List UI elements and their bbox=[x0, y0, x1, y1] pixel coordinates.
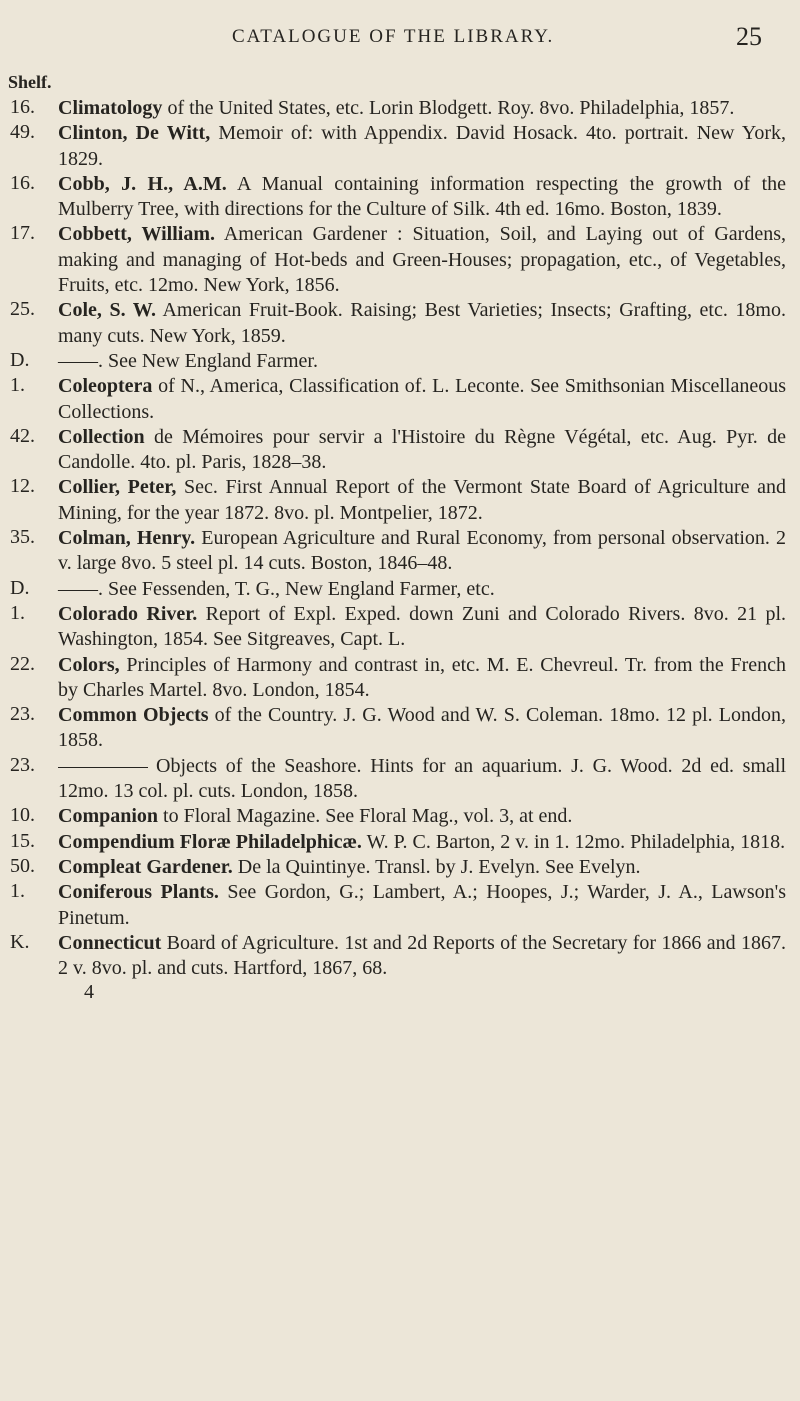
entry-shelf: 15. bbox=[10, 829, 35, 852]
entry-text bbox=[58, 425, 786, 476]
catalogue-entry bbox=[0, 298, 800, 349]
catalogue-entry bbox=[0, 172, 800, 223]
entry-text bbox=[58, 703, 786, 754]
entry-shelf: 25. bbox=[10, 298, 35, 321]
entry-text bbox=[58, 475, 786, 526]
entry-heading: Clinton, De Witt, bbox=[58, 122, 211, 145]
catalogue-entry bbox=[0, 526, 800, 577]
entry-heading: Cobb, J. H., A.M. bbox=[58, 172, 227, 195]
catalogue-entry bbox=[0, 754, 800, 805]
entry-details: Report of Expl. Exped. down Zuni and Colorado Rivers. 8vo. 21 pl. Washington, 1854. See Sitgreaves, Capt. L. bbox=[58, 602, 787, 651]
entry-text bbox=[58, 653, 786, 704]
entry-heading: Collier, Peter, bbox=[58, 476, 177, 499]
entry-details: Board of Agriculture. 1st and 2d Reports of the Secretary for 1866 and 1867. 2 v. 8vo. pl. and cuts. Hartford, 1867, 68. bbox=[58, 931, 786, 980]
catalogue-entry bbox=[0, 653, 800, 704]
entry-shelf: 16. bbox=[10, 171, 35, 194]
entry-text bbox=[58, 96, 786, 121]
entry-text bbox=[58, 931, 786, 982]
entry-shelf: 23. bbox=[10, 703, 35, 726]
entry-heading: Compleat Gardener. bbox=[58, 855, 233, 878]
entry-heading: Coleoptera bbox=[58, 375, 153, 398]
catalogue-entry bbox=[0, 96, 800, 121]
entry-heading: Cole, S. W. bbox=[58, 299, 156, 322]
entry-heading: Cobbett, William. bbox=[58, 223, 215, 246]
entry-text bbox=[58, 577, 786, 602]
entry-shelf: D. bbox=[10, 348, 30, 371]
catalogue-entry bbox=[0, 804, 800, 829]
signature-mark: 4 bbox=[84, 981, 94, 1004]
entry-shelf: 17. bbox=[10, 222, 35, 245]
entry-heading: Companion bbox=[58, 805, 159, 828]
entry-heading: Colorado River. bbox=[58, 602, 198, 625]
entry-heading: Collection bbox=[58, 425, 145, 448]
catalogue-entry bbox=[0, 703, 800, 754]
catalogue-entries bbox=[0, 96, 800, 1004]
entry-text bbox=[58, 121, 786, 172]
entry-shelf: 22. bbox=[10, 652, 35, 675]
entry-shelf: 35. bbox=[10, 526, 35, 549]
entry-text bbox=[58, 804, 786, 829]
entry-heading: Climatology bbox=[58, 97, 163, 119]
entry-text bbox=[58, 602, 786, 653]
entry-heading: Compendium Floræ Philadelphicæ. bbox=[58, 830, 362, 853]
entry-details: Memoir of: with Appendix. David Hosack. 4to. portrait. New York, 1829. bbox=[58, 122, 786, 170]
catalogue-entry bbox=[0, 349, 800, 374]
entry-shelf: 42. bbox=[10, 424, 35, 447]
entry-text bbox=[58, 855, 786, 880]
entry-text bbox=[58, 222, 786, 298]
entry-text bbox=[58, 349, 786, 374]
entry-details: See Gordon, G.; Lambert, A.; Hoopes, J.; Warder, J. A., Lawson's Pinetum. bbox=[58, 881, 787, 929]
entry-details: to Floral Magazine. See Floral Mag., vol. 3, at end. bbox=[163, 805, 573, 828]
entry-text bbox=[58, 526, 786, 577]
catalogue-entry bbox=[0, 374, 800, 425]
entry-shelf: K. bbox=[10, 930, 30, 953]
entry-details: Principles of Harmony and contrast in, etc. M. E. Chevreul. Tr. from the French by Charles Martel. 8vo. London, 1854. bbox=[58, 653, 787, 701]
catalogue-entry bbox=[0, 880, 800, 931]
entry-text bbox=[58, 374, 786, 425]
entry-heading: Colman, Henry. bbox=[58, 527, 196, 550]
entry-text bbox=[58, 880, 786, 931]
catalogue-entry bbox=[0, 830, 800, 855]
entry-details: Sec. First Annual Report of the Vermont State Board of Agriculture and Mining, for the year 1872. 8vo. pl. Montpelier, 1872. bbox=[58, 476, 787, 524]
catalogue-entry bbox=[0, 425, 800, 476]
entry-shelf: 50. bbox=[10, 854, 35, 877]
page-header bbox=[0, 22, 800, 60]
entry-heading: Colors, bbox=[58, 653, 120, 676]
entry-details: Objects of the Seashore. Hints for an aquarium. J. G. Wood. 2d ed. small 12mo. 13 col. pl. cuts. London, 1858. bbox=[58, 754, 786, 803]
entry-shelf: 1. bbox=[10, 374, 25, 397]
entry-details: European Agriculture and Rural Economy, from personal observation. 2 v. large 8vo. 5 steel pl. 14 cuts. Boston, 1846–48. bbox=[58, 527, 786, 575]
entry-shelf: 49. bbox=[10, 121, 35, 144]
entry-details: of the United States, etc. Lorin Blodgett. Roy. 8vo. Philadelphia, 1857. bbox=[167, 97, 735, 119]
catalogue-entry bbox=[0, 855, 800, 880]
entry-details: of N., America, Classification of. L. Leconte. See Smithsonian Miscellaneous Collections. bbox=[58, 375, 787, 423]
entry-heading: Coniferous Plants. bbox=[58, 881, 219, 904]
entry-details: American Fruit-Book. Raising; Best Varieties; Insects; Grafting, etc. 18mo. many cuts. New York, 1859. bbox=[58, 299, 786, 347]
entry-details: ——. See Fessenden, T. G., New England Farmer, etc. bbox=[58, 577, 495, 600]
shelf-column-label: Shelf. bbox=[8, 72, 52, 92]
entry-heading: Common Objects bbox=[58, 704, 209, 727]
catalogue-entry bbox=[0, 602, 800, 653]
entry-text bbox=[58, 172, 786, 223]
catalogue-entry bbox=[0, 931, 800, 982]
entry-heading: Connecticut bbox=[58, 931, 162, 954]
entry-details: de Mémoires pour servir a l'Histoire du Règne Végétal, etc. Aug. Pyr. de Candolle. 4to. pl. Paris, 1828–38. bbox=[58, 425, 787, 474]
page-number: 25 bbox=[736, 22, 762, 51]
entry-text bbox=[58, 830, 786, 855]
entry-shelf: 12. bbox=[10, 475, 35, 498]
catalogue-entry bbox=[0, 475, 800, 526]
ditto-rule bbox=[58, 767, 148, 768]
entry-shelf: D. bbox=[10, 576, 30, 599]
entry-shelf: 23. bbox=[10, 753, 35, 776]
running-title: CATALOGUE OF THE LIBRARY. bbox=[232, 26, 555, 47]
entry-text bbox=[58, 298, 786, 349]
catalogue-entry bbox=[0, 121, 800, 172]
entry-shelf: 16. bbox=[10, 96, 35, 118]
catalogue-entry bbox=[0, 222, 800, 298]
entry-details: of the Country. J. G. Wood and W. S. Coleman. 18mo. 12 pl. London, 1858. bbox=[58, 704, 786, 752]
entry-shelf: 1. bbox=[10, 880, 25, 903]
entry-details: ——. See New England Farmer. bbox=[58, 349, 318, 372]
entry-details: W. P. C. Barton, 2 v. in 1. 12mo. Philadelphia, 1818. bbox=[366, 830, 786, 853]
entry-details: De la Quintinye. Transl. by J. Evelyn. See Evelyn. bbox=[237, 855, 641, 878]
catalogue-entry bbox=[0, 577, 800, 602]
entry-shelf: 1. bbox=[10, 601, 25, 624]
entry-details: American Gardener : Situation, Soil, and Laying out of Gardens, making and managing of Hot-beds and Green-Houses; propagation, etc., of Vegetables, Fruits, etc. 12mo. New York, 1856. bbox=[58, 223, 786, 297]
entry-details: A Manual containing information respecting the growth of the Mulberry Tree, with directions for the Culture of Silk. 4th ed. 16mo. Boston, 1839. bbox=[58, 172, 786, 221]
entry-shelf: 10. bbox=[10, 804, 35, 827]
entry-text bbox=[58, 754, 786, 805]
